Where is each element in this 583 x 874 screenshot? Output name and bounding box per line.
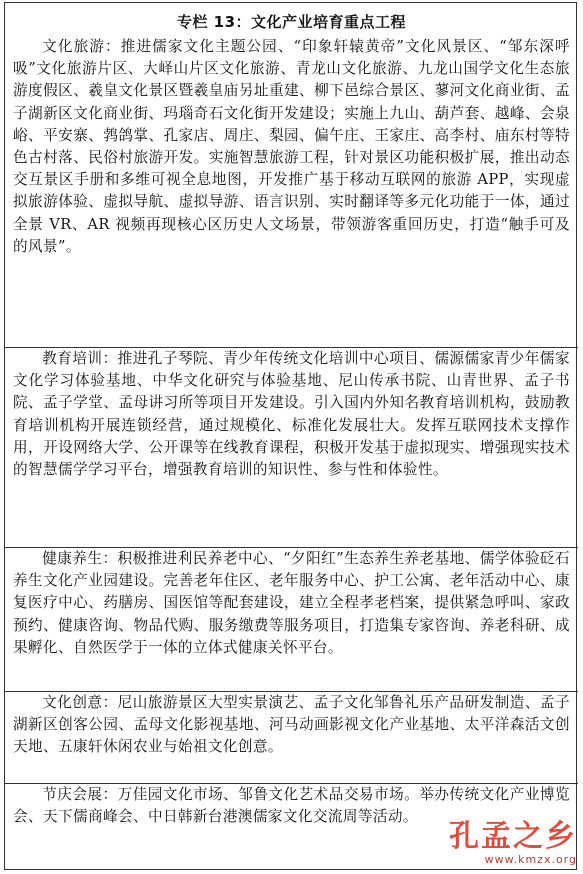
section-label: 文化旅游：	[42, 38, 121, 55]
section-text: 积极推进利民养老中心、“夕阳红”生态养生养老基地、儒学体验砭石养生文化产业园建设。完善老年住区、老年服务中心、护工公寓、老年活动中心、康复医疗中心、药膳房、国医馆等配套建设，建立全程孝老档案，提供紧急呼叫、家政预约、健康咨询、物品代购、服务缴费等服务项目，打造集专家咨询、养老科研、成果孵化、自然医学于一体的立体式健康关怀平台。	[13, 550, 570, 656]
section-text: 推进儒家文化主题公园、“印象轩辕黄帝”文化风景区、“邹东深呼吸”文化旅游片区、大峄山片区文化旅游、青龙山文化旅游、九龙山国学文化生态旅游度假区、羲皇文化景区暨羲皇庙另址重建、柳下邑综合景区、蓼河文化商业街、孟子湖新区文化商业街、玛瑙奇石文化街开发建设；实施上九山、葫芦套、越峰、会泉峪、平安寨、鹁鸽掌、孔家店、周庄、梨园、偏午庄、王家庄、高李村、庙东村等特色古村落、民俗村旅游开发。实施智慧旅游工程，针对景区功能积极扩展，推出动态交互景区手册和多维可视全息地图，开发推广基于移动互联网的旅游 APP，实现虚拟旅游体验、虚拟导航、虚拟导游、语言识别、实时翻译等多元化功能于一体，通过全景 VR、AR 视频再现核心区历史人文场景，带领游客重回历史，打造“触手可及的风景”。	[13, 38, 570, 255]
watermark-logo-text: 孔孟之乡	[449, 819, 577, 854]
section-label: 健康养生：	[42, 550, 118, 567]
box-title: 专栏 13：文化产业培育重点工程	[176, 13, 407, 31]
section-education-training	[5, 347, 578, 547]
section-label: 教育培训：	[42, 350, 118, 367]
section-paragraph	[5, 36, 578, 258]
section-label: 节庆会展：	[42, 786, 118, 803]
feature-box	[4, 2, 577, 870]
section-text: 推进孔子琴院、青少年传统文化培训中心项目、儒源儒家青少年儒家文化学习体验基地、中华文化研究与体验基地、尼山传承书院、山青世界、孟子书院、孟子学堂、孟母讲习所等项目开发建设。引入国内外知名教育培训机构，鼓励教育培训机构开展连锁经营，通过规模化、标准化发展壮大。发挥互联网技术支撑作用，开设网络大学、公开课等在线教育课程，积极开发基于虚拟现实、增强现实技术的智慧儒学学习平台，增强教育培训的知识性、参与性和体验性。	[13, 350, 570, 479]
section-paragraph	[5, 692, 578, 759]
watermark-url: www.kmzx.org	[484, 853, 577, 866]
section-paragraph	[5, 548, 578, 659]
section-cultural-tourism	[5, 35, 578, 347]
section-text: 尼山旅游景区大型实景演艺、孟子文化邹鲁礼乐产品研发制造、孟子湖新区创客公园、孟母文化影视基地、河马动画影视文化产业基地、太平洋森活文创天地、五康轩休闲农业与始祖文化创意。	[13, 694, 570, 756]
section-cultural-creativity	[5, 691, 578, 783]
section-paragraph	[5, 348, 578, 481]
section-label: 文化创意：	[42, 694, 118, 711]
section-health-wellness	[5, 547, 578, 691]
site-watermark	[449, 821, 577, 866]
section-text: 万佳园文化市场、邹鲁文化艺术品交易市场。举办传统文化产业博览会、天下儒商峰会、中日韩新台港澳儒家文化交流周等活动。	[13, 786, 570, 826]
